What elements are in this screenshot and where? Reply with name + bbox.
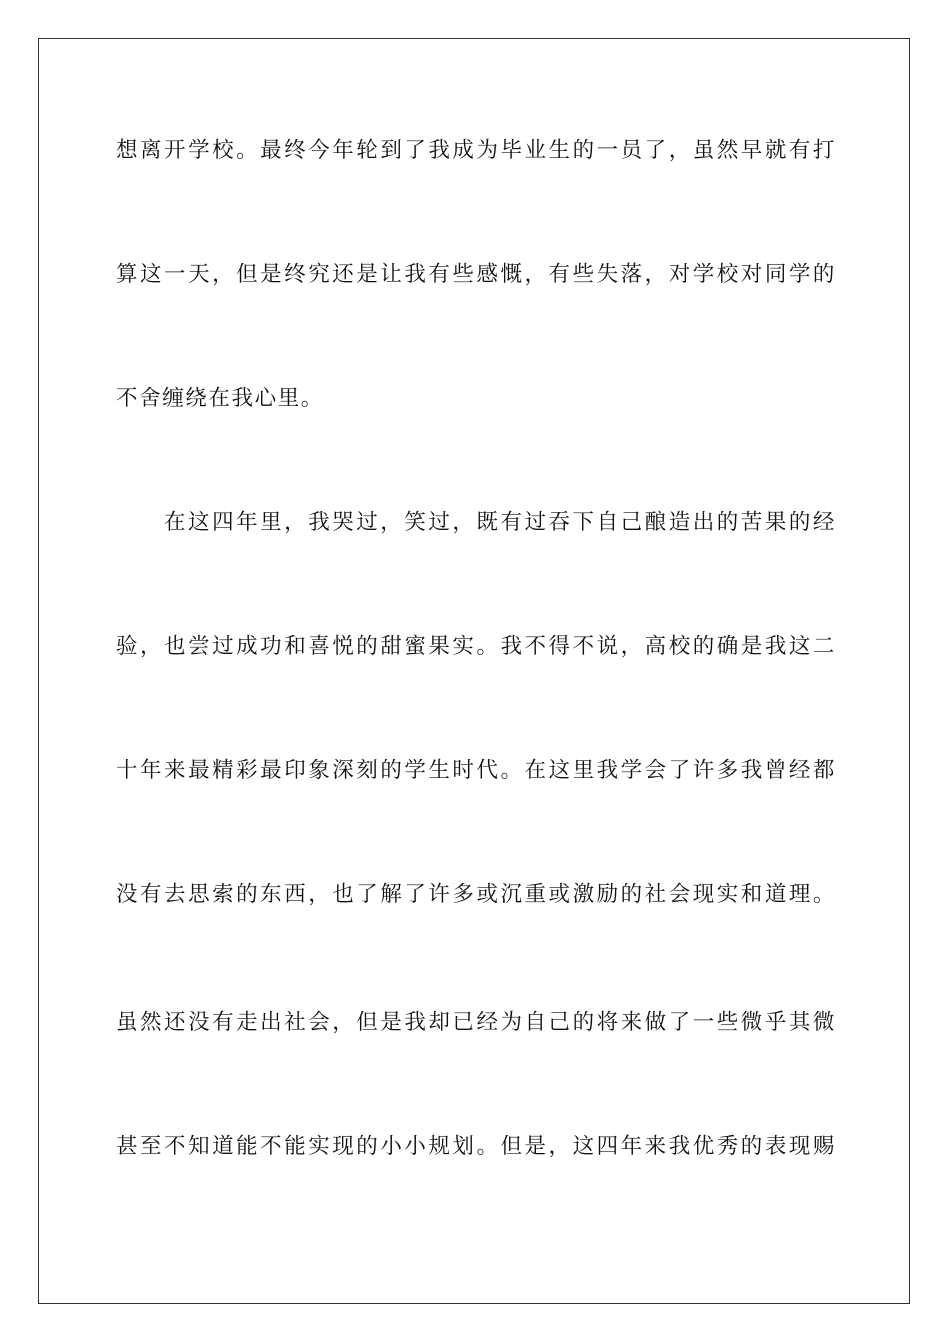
text-line: 虽然还没有走出社会，但是我却已经为自己的将来做了一些微乎其微	[116, 1010, 836, 1035]
text-line: 十年来最精彩最印象深刻的学生时代。在这里我学会了许多我曾经都	[116, 758, 836, 783]
text-line: 没有去思索的东西，也了解了许多或沉重或激励的社会现实和道理。	[116, 882, 836, 907]
text-line: 算这一天，但是终究还是让我有些感慨，有些失落，对学校对同学的	[116, 262, 836, 287]
text-line: 想离开学校。最终今年轮到了我成为毕业生的一员了，虽然早就有打	[116, 138, 836, 163]
paragraph-first-line: 在这四年里，我哭过，笑过，既有过吞下自己酿造出的苦果的经	[164, 510, 836, 535]
text-line: 不舍缠绕在我心里。	[116, 386, 324, 411]
text-line: 甚至不知道能不能实现的小小规划。但是，这四年来我优秀的表现赐	[116, 1134, 836, 1159]
page-border	[38, 38, 910, 1304]
text-line: 验，也尝过成功和喜悦的甜蜜果实。我不得不说，高校的确是我这二	[116, 634, 836, 659]
